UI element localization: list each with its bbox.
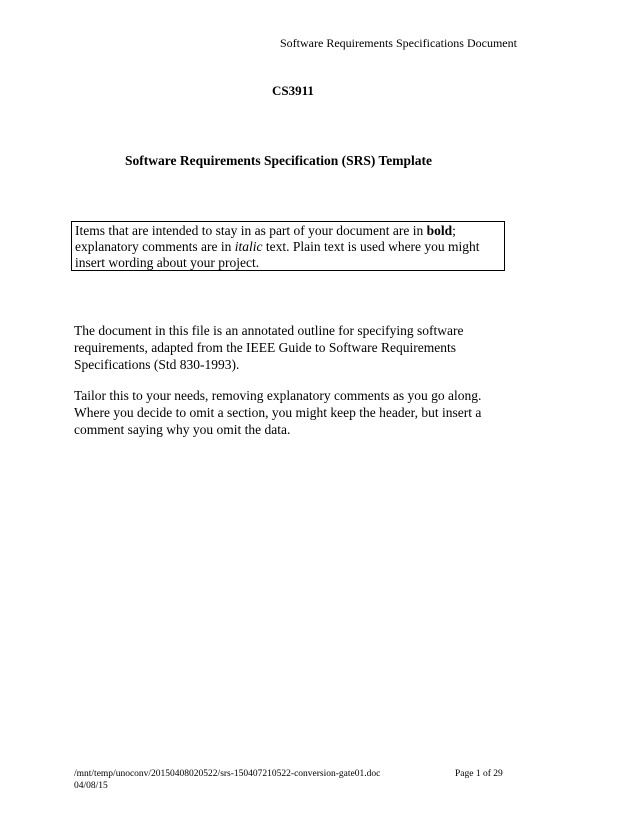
note-bold-word: bold <box>426 223 453 238</box>
instructions-note-box <box>71 221 505 271</box>
note-text-part-3: text. Plain text is used where you might insert wording about your project. <box>75 239 480 270</box>
footer-date: 04/08/15 <box>74 781 108 791</box>
tailoring-paragraph-line: comment saying why you omit the data. <box>74 422 291 437</box>
tailoring-paragraph-line: Tailor this to your needs, removing explanatory comments as you go along. <box>74 388 482 403</box>
intro-paragraph-line: requirements, adapted from the IEEE Guide to Software Requirements <box>74 340 457 355</box>
course-code: CS3911 <box>272 83 314 98</box>
note-italic-word: italic <box>234 239 263 254</box>
intro-paragraph <box>74 322 534 373</box>
running-header: Software Requirements Specifications Document <box>280 36 517 50</box>
footer-page-number: Page 1 of 29 <box>455 769 503 779</box>
tailoring-paragraph <box>74 387 534 438</box>
footer-file-path: /mnt/temp/unoconv/20150408020522/srs-150407210522-conversion-gate01.doc <box>74 769 381 779</box>
tailoring-paragraph-line: Where you decide to omit a section, you might keep the header, but insert a <box>74 405 482 420</box>
note-text-part-2: ; explanatory comments are in <box>75 223 456 254</box>
intro-paragraph-line: The document in this file is an annotated outline for specifying software <box>74 323 464 338</box>
intro-paragraph-line: Specifications (Std 830-1993). <box>74 357 240 372</box>
note-text-part-1: Items that are intended to stay in as part of your document are in <box>75 223 427 238</box>
document-title: Software Requirements Specification (SRS) Template <box>125 153 432 168</box>
instructions-note-text <box>75 223 501 271</box>
